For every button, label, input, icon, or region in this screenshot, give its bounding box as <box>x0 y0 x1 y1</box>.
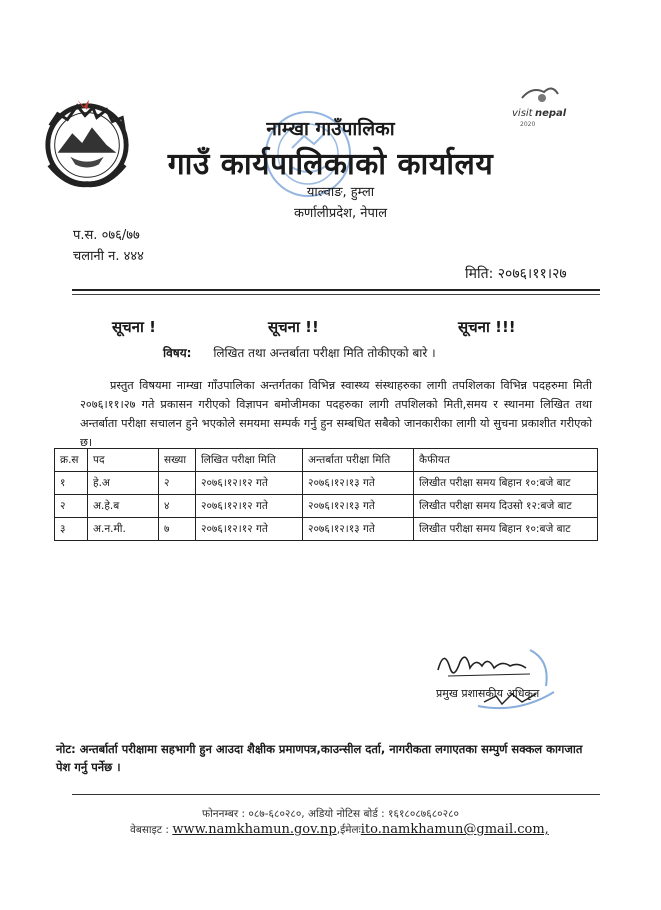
header-divider-thin <box>72 294 600 295</box>
cell-remarks: लिखीत परीक्षा समय बिहान १०:बजे बाट <box>414 518 598 541</box>
cell-interview-date: २०७६।१२।१३ गते <box>303 472 414 495</box>
cell-written-date: २०७६।१२।१२ गते <box>196 472 303 495</box>
footer-divider <box>72 794 600 795</box>
cell-count: ७ <box>159 518 196 541</box>
col-header-written-date: लिखित परीक्षा मिति <box>196 449 303 472</box>
org-name: नाम्खा गाउँपालिका <box>266 118 395 140</box>
cell-sn: ३ <box>55 518 88 541</box>
col-header-post: पद <box>88 449 159 472</box>
col-header-count: सख्या <box>159 449 196 472</box>
col-header-interview-date: अन्तर्बाता परीक्षा मिति <box>303 449 414 472</box>
cell-post: अ.न.मी. <box>88 518 159 541</box>
cell-remarks: लिखीत परीक्षा समय बिहान १०:बजे बाट <box>414 472 598 495</box>
notice-heading-2: सूचना !! <box>268 318 319 336</box>
table-row <box>55 518 598 541</box>
col-header-remarks: कैफीयत <box>414 449 598 472</box>
office-name: गाउँ कार्यपालिकाको कार्यालय <box>167 147 494 182</box>
website-label: वेबसाइट : <box>130 824 169 836</box>
svg-text:visit: visit <box>512 108 533 119</box>
cell-written-date: २०७६।१२।१२ गते <box>196 495 303 518</box>
signatory-title: प्रमुख प्रशासकीय अधिकृत <box>436 687 540 700</box>
email-label: ,ईमेलः <box>336 824 361 836</box>
subject-label: विषय: <box>163 346 192 360</box>
subject-text: लिखित तथा अन्तर्बाता परीक्षा मिति तोकीएको बारे । <box>213 346 436 360</box>
cell-post: हे.अ <box>88 472 159 495</box>
cell-post: अ.हे.ब <box>88 495 159 518</box>
ps-number: प.स. ०७६/७७ <box>73 228 140 243</box>
table-row <box>55 495 598 518</box>
notice-heading-1: सूचना ! <box>112 318 156 336</box>
note-text: नोट: अन्तर्बार्ता परीक्षामा सहभागी हुन आउदा शैक्षीक प्रमाणपत्र,काउन्सील दर्ता, नागरीकता लगाएतका सम्पुर्ण सक्कल कागजात पेश गर्नु पर्नेछ । <box>56 742 583 774</box>
footer-web-line <box>130 822 549 837</box>
table-row <box>55 472 598 495</box>
cell-remarks: लिखीत परीक्षा समय दिउसो १२:बजे बाट <box>414 495 598 518</box>
subject-line <box>163 344 436 361</box>
website-link[interactable]: www.namkhamun.gov.np <box>172 822 337 837</box>
svg-text:2020: 2020 <box>520 121 536 128</box>
cell-interview-date: २०७६।१२।१३ गते <box>303 495 414 518</box>
email-link[interactable]: ito.namkhamun@gmail.com, <box>360 822 549 837</box>
cell-sn: २ <box>55 495 88 518</box>
cell-count: २ <box>159 472 196 495</box>
address-line-2: कर्णालीप्रदेश, नेपाल <box>293 206 388 221</box>
table-header-row <box>55 449 598 472</box>
chalani-number: चलानी न. ४४४ <box>73 249 144 264</box>
header-divider <box>72 289 600 291</box>
address-line-1: याल्वाङ, हुम्ला <box>306 185 375 200</box>
letter-date: मिति: २०७६।११।२७ <box>465 266 567 282</box>
body-paragraph: प्रस्तुत विषयमा नाम्खा गाँउपालिका अन्तर्गतका विभिन्न स्वास्थ्य संस्थाहरुका लागी तपशिलका विभिन्न पदहरुमा मिती २०७६।११।२७ गते प्रकासन गरीएको विज्ञापन बमोजीमका पदहरुका लागी तपशिलको मिती,समय र स्थानमा लिखित तथा अन्तर्बाता परीक्षा सचालन हुने भएकोले समयमा सम्पर्क गर्नु हुन सम्बधित सबैको जानकारीका लागी यो सुचना प्रकाशीत गरीएको छ। <box>80 379 592 449</box>
cell-interview-date: २०७६।१२।१३ गते <box>303 518 414 541</box>
cell-written-date: २०७६।१२।१२ गते <box>196 518 303 541</box>
footer-phone-line: फोननम्बर : ०८७-६८०२८०, अडियो नोटिस बोर्ड : १६१८०८७६८०२८० <box>201 808 459 820</box>
cell-count: ४ <box>159 495 196 518</box>
notice-heading-3: सूचना !!! <box>458 318 516 336</box>
col-header-sn: क्र.स <box>55 449 88 472</box>
cell-sn: १ <box>55 472 88 495</box>
exam-schedule-table <box>54 448 598 541</box>
svg-text:nepal: nepal <box>535 108 567 119</box>
